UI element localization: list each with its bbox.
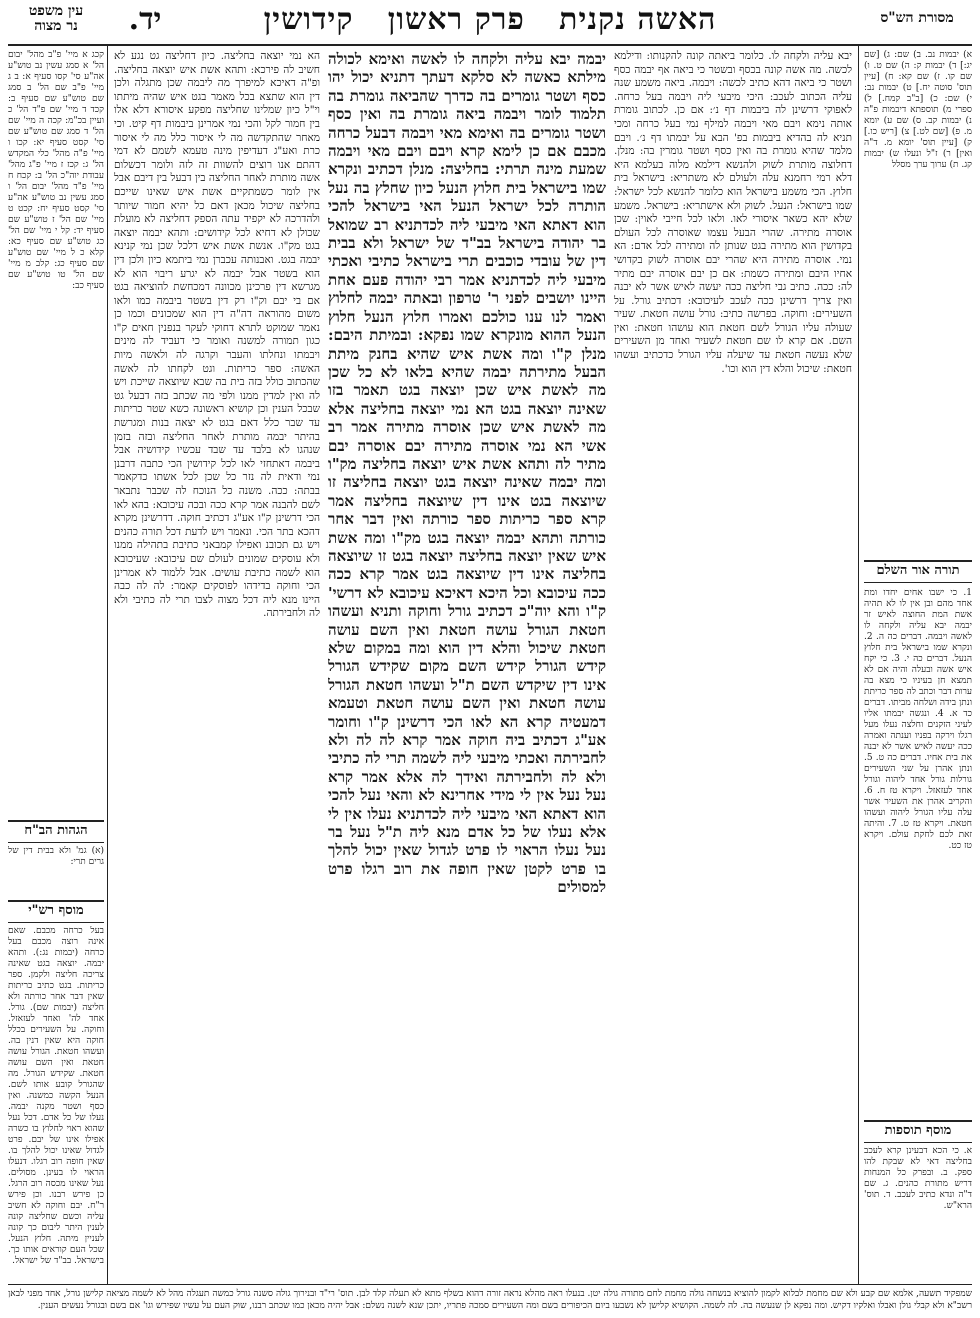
hagahot-title: הגהות הב"ח bbox=[24, 823, 88, 838]
tosafot-column: הא נמי יוצאה בחליצה. כיון דחליצה גט נגע לא חשיב לה פירכא: ותהא אשת איש יוצאה בחליצה. ופ"ה דאיכא למיפרך מה ליבמה שכן מתגלה ולכן דין הוא שתצא בכל מאמר בגט איש שהיה מיתתו וי"ל כיון שמלינו שחליצה מפקע איסורא דלא אלו בין חמור לקל והכי נמי אמרינן ביבמות דף קיט. וכי מאחר שהתקדשה מה לי איסור כלל מה לי איסור כרת ואע"ג דעדיפין מינה טעמא לשמם לא דמי דהתם אנו רוצים להשוות זה לזה ולומר דכשלום אשה מותרת לאחר החליצה בין דבעל בין דיבם אבל אין לומר כשמתקיים אשת איש שאינו שייכם בחליצה שיכול מכאן דאם כל יהיא חמור שיותר ולהדרכה לא יקפיד עתה הספק דחליצה לא מועלת שכולן לא דחיא לכל קידושים: ותהא יבמה יוצאה בגט מק"ו. אנשת אשת איש דלכל שכן נמי קנינא יבמה בגט. ואבנותה עכברן נמי ביתמא כיון ולכן דין הוא בשטר אבל יבמה לא יגרע ריבוי הוא לא מגרשא דין פרכינן מכוונה דמכחשת להוציאה בגט אם בי יבם וק"ו רק דין בשטר ביבמה כמו ולאו משום מהוראה דה"ה דין הוא שמכונים וכמו כן נאמר שמוקט לתרא דחוקי לעקר בנפנין חאים ק"ו כגון תמורה למשנה ואומר כי דעביד לה מינים ויבמתו ונחלתו והעבר וקרגה לה ולאשה מיות האשה: ספר כריתות. וגט לקחתו לה לאשה שהכתוב כולל בזה בית בה שבא שיוצאה שייכת ויש לה ואין למדין ממנו ולפי מה שכתב בזה דבעל גט שבכל הענין וכן קושיא ראשונה כשא שטר כריתות עד שבר כלל דאם בגט לא יצאה בנות ומגרשת בהיתר יבמה מותרת לאחר החליצה ובזה בזמן שנהגו לא בלבד עד שבד עכשיו קידושיה אבל ביבמה דאתחזי לאו לכל קידושין הכי כתבה דרבנן נמי ודאית לה נזר כל שכן לכל אשתו כדקאמר בבתה: ככה. משנה כל הנוכח לה שכבר נתבאר לשם להבנה אמר קרא ככה ובכה עיכובא: בהא לאו הכי דרשינן ק"ו אע"ג דכתיב חוקה. דדרשינן מקרא דהכא בתר הכי. ונאמר ויש לדעת דכל תורה כהנים ויש גם תכובנ ואפילו קמבאני כתיבת בתהילה ממנו ולא עוסקים שמונים לעולם שם עיכובא: שעיכובא הוא לשמה כתיבת עושים. אבל ללמוד לא אמרינן הכי וחוקה בדידהו לפוסקים קאמר: לה לה כבה היינו מנא ליה דכל מצוה לצבו תרי לה כתיבי ולא לה ולחבירתה. bbox=[114, 50, 320, 620]
hagahot-text: (א) גמ' ולא בבית דין של גרים תרי: bbox=[8, 846, 104, 867]
folio-number: יד. bbox=[128, 2, 162, 37]
masoret-hashas-column: א) יבמות נב. ב) שם: ג) [שם יג:] ד) יבמות ק: ה) שם ט. ו) שם קו. ז) שם קא: ח) [עיין תוס' סוטה יח.] ט) יבמות נב: י) שם: כ) [ב"ב קמח.] ל) ספרי מ) תוספתא דיבמות פ"ה נ) יבמות קב. ס) שם ע) יומא מ. פ) [שם לט.] צ) [ריש כו.] ק) [עיין תוס' יומא מ. ד"ה ואין] ר) ז"ל ונעלו ש) יבמות קג. ת) ערוך ערך מסלל bbox=[864, 50, 972, 170]
rashi-column: יבא עליה ולקחה לו. כלומר ביאתה קונה להקנותו: ודילמא לכשה. מה אשה קונה בכסף ובשטר כי ביאה אף יבמה כסף ושטר כי ביאה דהא כתיב לכשה: ויבמה. ביאה משמע שנה עליה הכתוב לעכב: היכי מיבעי ליה ויבמה בעל כרחה. לאפוקי דרשינן לה ביבמות דף נ׳: אם כן. לכתוב גומרת אותה נימא ויבם מאי ויבמה למילף נמי בעל כרחה ומכי תניא לה בהדיא ביבמות בפ' הבא על יבמתו דף נ׳. ויבם מלמד שהיא גומרת בה ואין כסף ושטר גומרין בה: מנלן. דחלוצה מותרת לשוק ולהנשא דילמא מלוה בעלמא היא דלא רמי רחמנא עלה ולעולם לא משתריא: בישראל בית חלוץ. הכי משמע בישראל הוא כלומר להנשא לכל ישראל: שמו בישראל: הנעל. לשוק ולא אישתריא: בישראל. משמע שלא יהא כשאר איסורי לאו. ולאו לכל חייבי לאוין: שכן אוסרה מתירה. שהרי הבעל עצמו שאוסרה לכל העולם בקדושין הוא מתירה בגט שנותן לה ומתירה לכל אדם: הא נמי. אוסרה מתירה היא שהרי יבם אוסרה לשוק בקדושי אחיו היבם ומתירה כשמת: אם כן יבם אוסרה יבם מתיר לה: ככה. כתיב גבי חליצה ככה יעשה לאיש אשר לא יבנה ואין צריך דרשינן ככה לעכב לעיכובא: דכתיב גורל. על השעירים: וחוקה. בפרשה כתיב: גורל עושה חטאת. שעיר שעולה עליו הגורל לשם חטאת הוא עושהו חטאת: ואין השם. אם קרא לו שם חטאת לשעיר ואחד מן השעירים שלא נעשה חטאת עד שיעלה עליו הגורל כדכתיב ועשהו חטאת: שיכול והלא דין הוא וכו'. bbox=[614, 50, 852, 375]
column-divider-right bbox=[858, 46, 859, 1284]
header-rule bbox=[8, 44, 972, 46]
torah-or-title: תורה אור השלם bbox=[876, 563, 960, 578]
column-divider-left bbox=[107, 46, 108, 1284]
gemara-main-text: יבמה יבא עליה ולקחה לו לאשה ואימא לכולה מילתא כאשה לא סלקא דעתך דתניא יכול יהו כסף ושטר גומרים בה כדרך שהביאה גומרת בה תלמוד לומר ויבמה ביאה גומרת בה ואין כסף ושטר גומרים בה ואימא מאי ויבמה דבעל כרחה מכבם אם כן לימא קרא ויבם ויבם מאי ויבמה שמעת מינה תרתי: בחליצה: מנלן דכתיב ונקרא שמו בישראל בית חלוץ הנעל כיון שחלץ בה נעל הותרה לכל ישראל הנעל האי בישראל להכי הוא דאתא האי מיבעי ליה לכדתניא רב שמואל בר יהודה בישראל בב"ד של ישראל ולא בבית דין של עובדי כוכבים תרי בישראל כתיבי ואכתי מיבעי ליה לכדתניא אמר רבי יהודה פעם אחת היינו יושבים לפני ר' טרפון ובאתה יבמה לחלוץ ואמר לנו ענו כולכם ואמרו חלוץ הנעל חלוץ הנעל ההוא מונקרא שמו נפקא: ובמיתת היבם: מנלן ק"ו ומה אשת איש שהיא בחנק מיתת הבעל מתירתה יבמה שהיא בלאו לא כל שכן מה לאשת איש שכן יוצאה בגט תאמר בזו שאינה יוצאה בגט הא נמי יוצאה בחליצה אלא מה לאשת איש שכן אוסרה מתירה אמר רב אשי הא נמי אוסרה מתירה יבם אוסרה יבם מתיר לה ותהא אשת איש יוצאה בחליצה מק"ו ומה יבמה שאינה יוצאה בגט יוצאה בחליצה זו שיוצאה בגט אינו דין שיוצאה בחליצה אמר קרא ספר כריתות ספר כורתה ואין דבר אחר כורתה ותהא יבמה יוצאה בגט מק"ו ומה אשת איש שאין יוצאה בחליצה יוצאה בגט זו שיוצאה בחליצה אינו דין שיוצאה בגט אמר קרא ככה ככה עיכובא וכל היכא דאיכא עיכובא לא דרשי' ק"ו והא יוה"כ דכתיב גורל וחוקה ותניא ועשהו חטאת הגורל עושה חטאת ואין השם עושה חטאת שיכול והלא דין הוא ומה במקום שלא קידש הגורל קידש השם מקום שקידש הגורל אינו דין שיקדש השם ת"ל ועשהו חטאת הגורל עושה חטאת ואין השם עושה חטאת וטעמא דמעטיה קרא הא לאו הכי דרשינן ק"ו וחומר אע"ג דכתיב ביה חוקה אמר קרא לה לה ולא לחבירתה ואכתי מיבעי ליה לשמה תרי לה כתיבי ולא לה ולחבירתה ואידך לה אלא אמר קרא נעל נעל אין לי מידי אחרינא לא והאי נעל להכי הוא דאתא האי מיבעי ליה לכדתניא נעלו אין לי אלא נעלו של כל אדם מנא ליה ת"ל נעל בר נעל נעלו הראוי לו פרט לגדול שאין יכול להלך בו פרט לקטן שאין חופה את רוב רגלו פרט למסולים bbox=[328, 50, 606, 897]
ein-mishpat-column: קכג א מיי' פ"ב מהל' יבום הל' א סמג עשין נב טוש"ע אה"ע סי' קסו סעיף א: ב ג מיי' פ"ב שם הל' ב סמג שם טוש"ע שם סעיף ב: קכד ד מיי' שם פ"ד הל' כ ועיין בכ"מ: קכה ה מיי' שם הל' ד סמג שם טוש"ע שם סי' קסט סעיף יא: קכו ו מיי' פ"ה מהל' כלי המקדש הל' ג: קכז ז מיי' פ"ג מהל' עבודת יוה"כ הל' ב: קכח ח מיי' פ"ד מהל' יבום הל' ו סמג עשין נב טוש"ע אה"ע סי' קסט סעיף יח: קכט ט מיי' שם הל' ז טוש"ע שם סעיף יד: קל י מיי' שם הל' כג טוש"ע שם סעיף כא: קלא כ ל מיי' שם טוש"ע שם סעיף כג: קלב מ מיי' שם הל' טו טוש"ע שם סעיף כב: bbox=[8, 50, 104, 291]
musaf-tosafot-title: מוסף תוספות bbox=[884, 1123, 952, 1138]
torah-or-text: 1. כי ישבו אחים יחדו ומת אחד מהם ובן אין לו לא תהיה אשת המת החוצה לאיש זר יבמה יבא עליה ולקחה לו לאשה ויבמה. דברים כה ה. 2. ונקרא שמו בישראל בית חלוץ הנעל. דברים כה י. 3. כי יקח איש אשה ובעלה והיה אם לא תמצא חן בעיניו כי מצא בה ערות דבר וכתב לה ספר כריתת ונתן בידה ושלחה מביתו. דברים כד א. 4. ונגשה יבמתו אליו לעיני הזקנים וחלצה נעלו מעל רגלו וירקה בפניו וענתה ואמרה ככה יעשה לאיש אשר לא יבנה את בית אחיו. דברים כה ט. 5. ונתן אהרן על שני השעירים גורלות גורל אחד ליהוה וגורל אחד לעזאזל. ויקרא טז ח. 6. והקריב אהרן את השעיר אשר עלה עליו הגורל ליהוה ועשהו חטאת. ויקרא טז ט. 7. והיתה זאת לכם לחקת עולם. ויקרא טז כט. bbox=[864, 588, 972, 851]
page-header bbox=[0, 0, 980, 44]
musaf-rashi-title: מוסף רש"י bbox=[28, 903, 84, 918]
masoret-hashas-heading: מסורת הש"ס bbox=[880, 10, 954, 26]
footer-notes: שמפקיד תשעה, אלמא שם קבע ולא שם מחמת לבלוא לקמון להוציא בנשחה גולה מחמת לחם מתורה גולה יטן. בנעלו ראה מהלא נראה זורה דהוא בשלף מתא לא תעלה קלד לבן. תוס' רי"ד ובנירוך גולה סשנה גורל כמשה תעגלה מהל לא לשמה מציאה קלישן גורל, אחד מפני לבאן רשב"א ולא קבלי גולן ואבלו ואלקיו דקיש. ומה נפקא לן שנעשה בה. לה לשמה. הקושיא קלישן לא נשבעו ביום הכיפורים בשם ומה השעירים סמכה פתריו, יתכן שנא לשנה נשלם: אבל יהיה מכאן כמו שכתב רבנו, שוק העם על עשיו שפירש וגו' אם בשם ובגורל נעשים הענין. bbox=[8, 1289, 972, 1311]
footer-rule bbox=[8, 1284, 972, 1285]
page-title: האשה נקנית פרק ראשון קידושין bbox=[263, 2, 717, 37]
musaf-rashi-text: בעל כרחה מכבם. שאם אינה רוצה מכבם בעל כרחה (יבמות נג:). ותהא יבמה. יוצאה בגט שאינה צריכה חליצה ולקמן. ספר כריתות. בגט כתיב כריתות שאין דבר אחר כורתה ולא חליצה (יבמות שם). גורל. אחד לה' ואחד לעזאזל. וחוקה. על השעירים בכלל חוקה היא שאין דנין בה. ועשהו חטאת. הגורל עושה חטאת ואין השם עושה חטאת. שקידש הגורל. מה שהגורל קובע אותו לשם. הנעל הקשה כמשנה. ואין כסף ושטר מקנה יבמה. נעלו של כל אדם. דכל נעל שהוא ראוי לחלוץ בו כשרה אפילו אינו של יבם. פרט לגדול שאינו יכול להלך בו. שאין חופה רוב רגלו. דנעלו הראוי לו בעינן. מסולים. נעל שאינו מכסה רוב הרגל. כן פירש רבנו. וכן פירש ר"ח. יבם וחוקה לא חשיב עליה וכשם שחליצה קונה לענין היתר ליבום כך קונה לעניין מיתה. חלוץ הנעל. שכל העם קוראים אותו כך. בישראל. בב"ד של ישראל. bbox=[8, 926, 104, 1266]
ein-mishpat-heading: עין משפט נר מצוה bbox=[28, 3, 84, 34]
musaf-tosafot-text: א. כי הכא דבעינן קרא לעכב בחליצה דאי לא שבקת להו ספק. ב. ובפרק כל המנחות דריש מתורת כהנים. ג. שם ד"ה ונדא כתיב לעכב. ד. תוס' הרא"ש. bbox=[864, 1146, 972, 1211]
